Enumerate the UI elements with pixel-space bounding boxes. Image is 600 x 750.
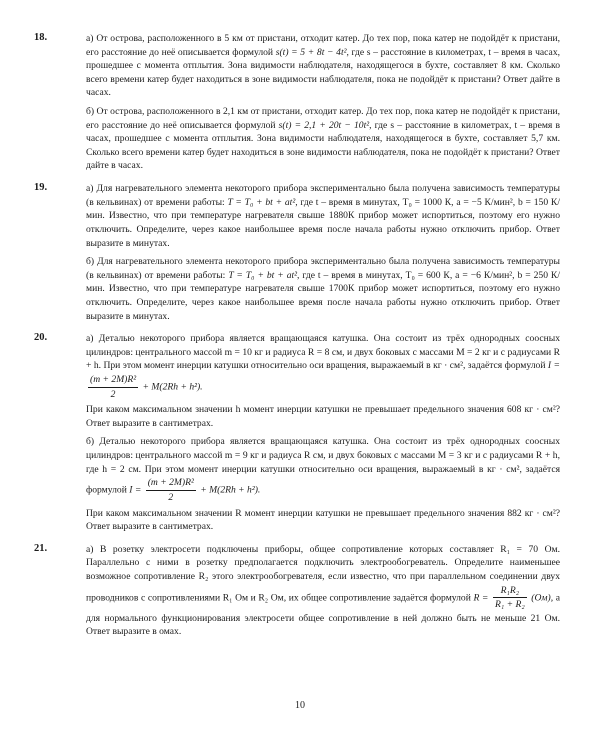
formula-fraction <box>493 584 527 612</box>
formula: T = T₀ + bt + at² <box>227 196 296 208</box>
problem-part-b <box>86 435 560 533</box>
problem-part-a <box>86 543 560 639</box>
problem-part-a <box>86 32 560 100</box>
formula-lhs: R = <box>473 591 489 603</box>
problem-question: При каком максимальном значении R момент инерции катушки не превышает предельного значения 882 кг · см²? Ответ выразите в сантиметрах. <box>86 507 560 533</box>
formula-lhs: I = <box>547 360 560 372</box>
problem-text: , где t – время в минутах, T₀ = 600 К, a = −6 К/мин², b = 250 К/мин. Известно, что при температуре нагревателя свыше 1700К прибор может испортиться, поэтому его нужно отключить. Определите, через какое наибольшее время после начала работы нужно отключить прибор. Ответ выразите в минутах. <box>86 269 560 322</box>
problem-text: , где s – расстояние в километрах, t – время в часах, прошедшее с момента отплытия. Зона видимости наблюдателя, находящегося в бухте, составляет 8 км. Сколько всего времени катер будет находиться в зоне видимости наблюдателя, пока не подойдёт к пристани? Ответ дайте в часах. <box>86 46 561 99</box>
problem-text: От острова, расположенного в 2,1 км от пристани, отходит катер. До тех пор, пока катер не подойдёт к пристани, его расстояние до неё описывается формулой <box>86 106 560 131</box>
formula: s(t) = 2,1 + 20t − 10t² <box>278 119 370 131</box>
fraction-numerator: R₁R₂ <box>493 584 527 599</box>
problem-part-a <box>86 182 560 250</box>
fraction-denominator: R₁ + R₂ <box>495 599 525 611</box>
problem-number: 20. <box>34 332 48 344</box>
problem-18 <box>34 32 561 173</box>
problem-text: , где t – время в минутах, T₀ = 1000 К, a = −5 К/мин², b = 150 К/мин. Известно, что при температуре нагревателя свыше 1880К прибор может испортиться, поэтому его нужно отключить. Определите, через какое наибольшее время после начала работы нужно отключить прибор. Ответ выразите в минутах. <box>86 196 560 249</box>
formula-fraction <box>88 373 138 401</box>
problem-text: а для нормального функционирования электросети общее сопротивление в ней должно быть не меньше 21 Ом. Ответ выразите в омах. <box>86 591 561 638</box>
page-number: 10 <box>295 700 305 711</box>
problem-text: Деталью некоторого прибора является вращающаяся катушка. Она состоит из трёх однородных соосных цилиндров: центрального массой m = 10 кг и радиуса R = 8 см, и двух боковых с массами M = 2 кг и с радиусами R + h. При этом момент инерции катушки относительно оси вращения, выражаемый в кг · см², задаётся формулой <box>86 333 560 372</box>
formula: T = T₀ + bt + at² <box>228 269 298 281</box>
part-label: б) <box>86 436 95 448</box>
problem-number: 19. <box>34 182 48 194</box>
problem-part-b <box>86 105 560 173</box>
problem-text: Для нагревательного элемента некоторого прибора экспериментально была получена зависимость температуры (в кельвинах) от времени работы: <box>86 256 560 281</box>
problem-text: , где s – расстояние в километрах, t – время в часах, прошедшее с момента отплытия. Зона видимости наблюдателя, находящегося в бухте, составляет 5,7 км. Сколько всего времени катер будет находиться в зоне видимости наблюдателя, пока не подойдёт к пристани? Ответ дайте в часах. <box>86 119 560 172</box>
problem-number: 21. <box>34 542 48 554</box>
problem-number: 18. <box>34 32 48 43</box>
problem-21 <box>34 542 561 639</box>
formula-rhs: + M(2Rh + h²). <box>200 484 261 496</box>
problem-part-a <box>86 332 560 430</box>
part-label: а) <box>86 33 94 44</box>
problem-text: В розетку электросети подключены приборы, общее сопротивление которых составляет R₁ = 70 Ом. Параллельно с ними в розетку предполагается подключить электрообогреватель. Определите наименьшее возможное сопротивление R₂ этого электрообогревателя, если известно, что при параллельном соединении двух проводников с сопротивлениями R₁ Ом и R₂ Ом, их общее сопротивление задаётся формулой <box>86 543 561 603</box>
part-label: а) <box>86 183 94 195</box>
part-label: б) <box>86 106 95 118</box>
part-label: б) <box>86 256 95 268</box>
part-label: а) <box>86 543 94 555</box>
problem-question: При каком максимальном значении h момент инерции катушки не превышает предельного значения 608 кг · см²? Ответ выразите в сантиметрах. <box>86 404 560 429</box>
formula-lhs: I = <box>129 484 142 496</box>
problem-20 <box>34 332 560 534</box>
formula-fraction <box>146 476 196 504</box>
problem-part-b <box>86 255 560 323</box>
fraction-numerator: (m + 2M)R² <box>146 476 196 491</box>
problem-text: Для нагревательного элемента некоторого прибора экспериментально была получена зависимость температуры (в кельвинах) от времени работы: <box>86 183 560 208</box>
formula-rhs: + M(2Rh + h²). <box>142 381 203 393</box>
fraction-denominator: 2 <box>168 491 174 503</box>
fraction-numerator: (m + 2M)R² <box>88 373 138 388</box>
part-label: а) <box>86 333 94 345</box>
problem-19 <box>34 182 560 323</box>
problem-text: От острова, расположенного в 5 км от пристани, отходит катер. До тех пор, пока катер не подойдёт к пристани, его расстояние до неё описывается формулой <box>86 33 560 58</box>
formula-rhs: (Ом), <box>531 591 554 603</box>
fraction-denominator: 2 <box>110 388 116 400</box>
formula: s(t) = 5 + 8t − 4t² <box>275 46 347 58</box>
problem-text: Деталью некоторого прибора является вращающаяся катушка. Она состоит из трёх однородных соосных цилиндров: центрального массой m = 9 кг и радиуса R см, и двух боковых с массами M = 3 кг и с радиусами R + h, где h = 2 см. При этом момент инерции катушки относительно оси вращения, выражаемый в кг · см², задаётся формулой <box>86 436 560 496</box>
